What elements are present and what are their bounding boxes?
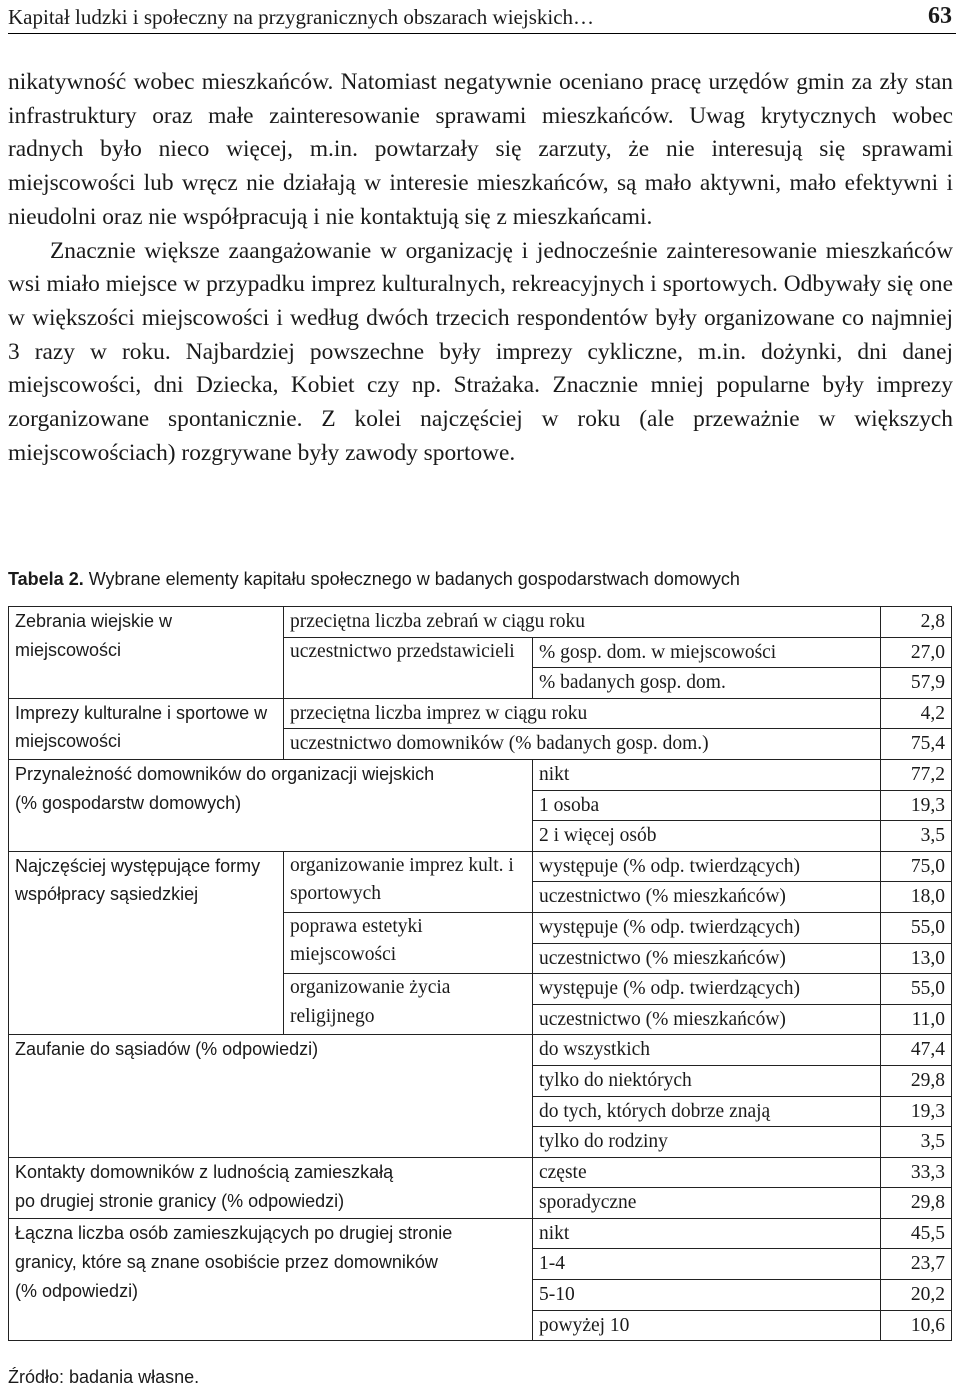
data-table (8, 606, 952, 1341)
cell-value: 77,2 (881, 759, 952, 790)
page-number: 63 (928, 3, 952, 29)
row-header-line: granicy, które są znane osobiście przez domowników (15, 1251, 438, 1272)
paragraph: nikatywność wobec mieszkańców. Natomiast negatywnie oceniano pracę urzędów gmin za zły stan infrastruktury oraz małe zainteresowanie sprawami mieszkańców. Uwag krytycznych wobec radnych było nieco więcej, m.in. powtarzały się zarzuty, że nie interesują się sprawami miejscowości lub wręcz nie działają w interesie mieszkańców, są mało aktywni, mało efektywni i nieudolni oraz nie współpracują i nie kontaktują się z mieszkańcami. (8, 69, 953, 230)
cell-value: 20,2 (881, 1280, 952, 1311)
cell-label: występuje (% odp. twierdzących) (533, 851, 881, 882)
row-header (9, 1218, 533, 1340)
table-row (9, 759, 952, 790)
cell-value: 10,6 (881, 1310, 952, 1341)
row-header: Zebrania wiejskie w miejscowości (9, 607, 284, 699)
cell-label: nikt (533, 759, 881, 790)
cell-label: uczestnictwo (% mieszkańców) (533, 882, 881, 913)
cell-value: 57,9 (881, 668, 952, 699)
cell-sublabel: uczestnictwo przedstawicieli (284, 637, 533, 698)
cell-label: częste (533, 1157, 881, 1188)
cell-label: uczestnictwo domowników (% badanych gosp. dom.) (284, 729, 881, 760)
cell-value: 47,4 (881, 1035, 952, 1066)
table-row (9, 851, 952, 882)
table-row (9, 607, 952, 638)
table-caption (8, 569, 740, 590)
running-header (8, 2, 952, 30)
cell-label: występuje (% odp. twierdzących) (533, 974, 881, 1005)
cell-label: tylko do niektórych (533, 1065, 881, 1096)
cell-label: % gosp. dom. w miejscowości (533, 637, 881, 668)
cell-label: % badanych gosp. dom. (533, 668, 881, 699)
cell-value: 75,4 (881, 729, 952, 760)
cell-value: 27,0 (881, 637, 952, 668)
paragraph: Znacznie większe zaangażowanie w organizację i jednocześnie zainteresowanie mieszkańców wsi miało miejsce w przypadku imprez kulturalnych, rekreacyjnych i sportowych. Odbywały się one w większości miejscowości i według dwóch trzecich respondentów były organizowane co najmniej 3 razy w roku. Najbardziej powszechne były imprezy cykliczne, m.in. dożynki, dni danej miejscowości, dni Dziecka, Kobiet czy np. Strażaka. Znacznie mniej popularne były imprezy zorganizowane spontanicznie. Z kolei najczęściej w roku (ale przeważnie w większych miejscowościach) rozgrywane były zawody sportowe. (8, 237, 953, 466)
cell-value: 19,3 (881, 1096, 952, 1127)
row-header-line: Łączna liczba osób zamieszkujących po drugiej stronie (15, 1222, 453, 1243)
table-row (9, 1218, 952, 1249)
row-header: Zaufanie do sąsiadów (% odpowiedzi) (9, 1035, 533, 1157)
row-header: Imprezy kulturalne i sportowe w miejscowości (9, 698, 284, 759)
cell-label: przeciętna liczba zebrań w ciągu roku (284, 607, 881, 638)
cell-value: 75,0 (881, 851, 952, 882)
cell-label: uczestnictwo (% mieszkańców) (533, 943, 881, 974)
cell-label: sporadyczne (533, 1188, 881, 1219)
cell-value: 3,5 (881, 1127, 952, 1158)
table-source: Źródło: badania własne. (8, 1367, 200, 1387)
cell-label: przeciętna liczba imprez w ciągu roku (284, 698, 881, 729)
cell-label: do tych, których dobrze znają (533, 1096, 881, 1127)
cell-label: 1 osoba (533, 790, 881, 821)
cell-value: 55,0 (881, 912, 952, 943)
body-text (8, 66, 953, 470)
table-row (9, 1157, 952, 1188)
cell-value: 55,0 (881, 974, 952, 1005)
cell-value: 29,8 (881, 1065, 952, 1096)
table-caption-label: Tabela 2. (8, 569, 84, 589)
row-header: Najczęściej występujące formy współpracy sąsiedzkiej (9, 851, 284, 1035)
table-caption-text: Wybrane elementy kapitału społecznego w badanych gospodarstwach domowych (88, 569, 740, 589)
cell-sublabel: organizowanie życia religijnego (284, 974, 533, 1035)
cell-label: do wszystkich (533, 1035, 881, 1066)
cell-value: 4,2 (881, 698, 952, 729)
cell-label: 1-4 (533, 1249, 881, 1280)
cell-value: 2,8 (881, 607, 952, 638)
cell-value: 13,0 (881, 943, 952, 974)
cell-value: 45,5 (881, 1218, 952, 1249)
cell-value: 18,0 (881, 882, 952, 913)
cell-value: 29,8 (881, 1188, 952, 1219)
cell-value: 23,7 (881, 1249, 952, 1280)
table-row (9, 1035, 952, 1066)
cell-label: powyżej 10 (533, 1310, 881, 1341)
cell-label: uczestnictwo (% mieszkańców) (533, 1004, 881, 1035)
cell-label: tylko do rodziny (533, 1127, 881, 1158)
running-title: Kapitał ludzki i społeczny na przygranicznych obszarach wiejskich… (8, 5, 595, 29)
cell-value: 3,5 (881, 821, 952, 852)
row-header-line: (% odpowiedzi) (15, 1280, 139, 1301)
header-rule (8, 33, 956, 34)
row-header-line: Kontakty domowników z ludnością zamieszkałą (15, 1161, 394, 1182)
cell-value: 33,3 (881, 1157, 952, 1188)
cell-label: występuje (% odp. twierdzących) (533, 912, 881, 943)
cell-label: 5-10 (533, 1280, 881, 1311)
row-header (9, 759, 533, 851)
cell-label: 2 i więcej osób (533, 821, 881, 852)
cell-label: nikt (533, 1218, 881, 1249)
cell-sublabel: organizowanie imprez kult. i sportowych (284, 851, 533, 912)
cell-sublabel: poprawa estetyki miejscowości (284, 912, 533, 973)
row-header-line: Przynależność domowników do organizacji wiejskich (15, 763, 435, 784)
cell-value: 19,3 (881, 790, 952, 821)
row-header (9, 1157, 533, 1218)
cell-value: 11,0 (881, 1004, 952, 1035)
row-header-line: po drugiej stronie granicy (% odpowiedzi) (15, 1190, 345, 1211)
table-row (9, 698, 952, 729)
row-header-line: (% gospodarstw domowych) (15, 792, 242, 813)
